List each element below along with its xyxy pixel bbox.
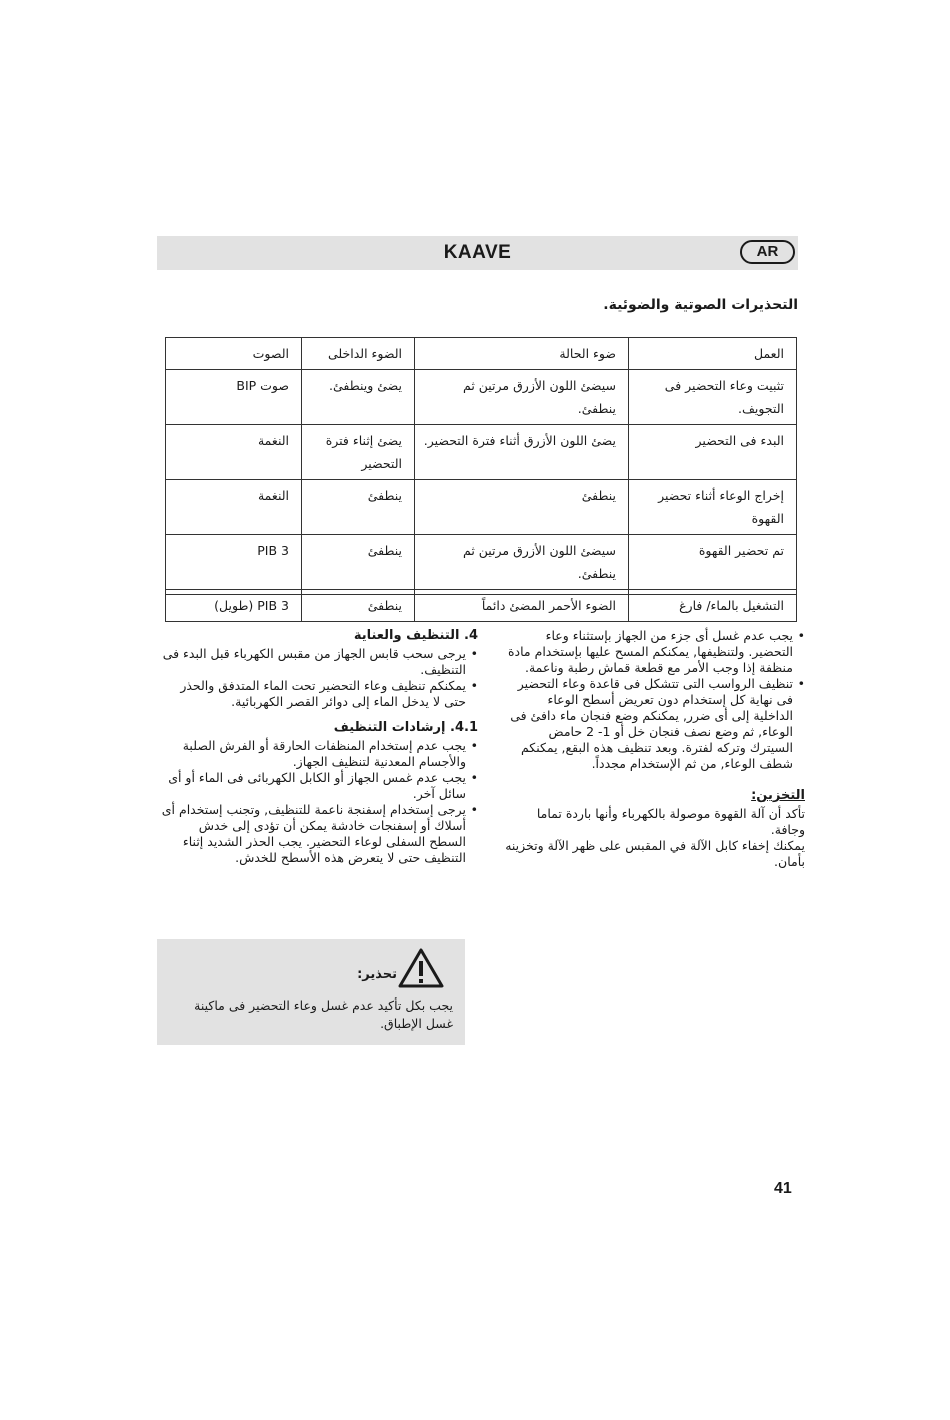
list-item: • يرجى إستخدام إسفنجة ناعمة للتنظيف, وتجنب إستخدام أى أسلاك أو إسفنجات خادشة يمكن أن تؤدى إلى خدش السطح السفلى لوعاء التحضير. يجب الحذر الشديد إثناء التنظيف حتى لا يتعرض هذه الأسطح للخدش. xyxy=(160,802,478,866)
table-row xyxy=(166,480,797,535)
storage-line: يمكنك إخفاء كابل الآلة في المقبس على ظهر الآلة وتخزينه بأمان. xyxy=(505,838,805,869)
table-cell: يضئ اللون الأزرق أثناء فترة التحضير. xyxy=(415,425,629,480)
care-heading: 4. التنظيف والعناية xyxy=(353,628,478,643)
warning-title: تحذير: xyxy=(357,967,397,982)
list-item: • يجب عدم غمس الجهاز أو الكابل الكهربائى فى الماء أو أى سائل آخر. xyxy=(160,770,478,802)
table-header-row xyxy=(166,338,797,370)
left-column xyxy=(160,628,478,866)
signals-table xyxy=(165,337,797,622)
table-cell: النغمة xyxy=(166,425,302,480)
table-cell: ينطفئ xyxy=(302,590,415,622)
list-item: • يجب عدم غسل أى جزء من الجهاز بإستثناء وعاء التحضير. ولتنظيفها, يمكنكم المسح عليها بإستخدام مادة منظفة إذا وجب الأمر مع قطعة قماش رطبة وناعمة. xyxy=(505,628,805,676)
table-header-cell: العمل xyxy=(629,338,797,370)
warning-text: يجب بكل تأكيد عدم غسل وعاء التحضير فى ماكينة غسل الإطباق. xyxy=(194,998,453,1031)
table-cell: ينطفئ xyxy=(415,480,629,535)
list-item: • تنظيف الرواسب التى تتشكل فى قاعدة وعاء التحضير فى نهاية كل إستخدام دون تعريض أسطح الوعاء الداخلية إلى أى ضرر, يمكنكم وضع فنجان ماء دافئ فى الوعاء, ثم وضع نصف فنجان خل أو 1- 2 حامض السيترك وتركه لفترة. وبعد تنظيف هذه البقع, يمكنكم شطف الوعاء, من ثم الإستخدام مجدداً. xyxy=(505,676,805,772)
list-item: • يرجى سحب قابس الجهاز من مقبس الكهرباء قبل البدء فى التنظيف. xyxy=(160,646,478,678)
section-divider xyxy=(165,594,797,595)
warning-box xyxy=(157,939,465,1045)
right-column xyxy=(505,628,805,870)
instructions-list xyxy=(160,738,478,866)
table-cell: إخراج الوعاء أثناء تحضير القهوة xyxy=(629,480,797,535)
storage-line: تأكد أن آلة القهوة موصولة بالكهرباء وأنها باردة تماما وجافة. xyxy=(536,806,805,837)
table-cell: PIB 3 (طويل) xyxy=(166,590,302,622)
table-cell: يضئ إثناء فترة التحضير xyxy=(302,425,415,480)
header-bar xyxy=(157,236,798,270)
storage-heading: التخزين: xyxy=(751,788,805,803)
table-cell: تم تحضير القهوة xyxy=(629,535,797,590)
cleaning-notes-list xyxy=(505,628,805,772)
table-cell: البدء فى التحضير xyxy=(629,425,797,480)
table-cell: ينطفئ xyxy=(302,480,415,535)
table-cell: النغمة xyxy=(166,480,302,535)
instructions-heading: 4.1. إرشادات التنظيف xyxy=(333,720,478,735)
table-header-cell: الضوء الداخلى xyxy=(302,338,415,370)
page-number: 41 xyxy=(774,1180,792,1197)
table-cell: ينطفئ xyxy=(302,535,415,590)
list-item: • يمكنكم تنظيف وعاء التحضير تحت الماء المتدفق والحذر حتى لا يدخل الماء إلى دوائر القصر الكهربائية. xyxy=(160,678,478,710)
list-item: • يجب عدم إستخدام المنظفات الحارقة أو الفرش الصلبة والأجسام المعدنية لتنظيف الجهاز. xyxy=(160,738,478,770)
care-list xyxy=(160,646,478,710)
table-cell: التشغيل بالماء/ فارغ xyxy=(629,590,797,622)
table-row xyxy=(166,535,797,590)
warning-icon xyxy=(397,947,445,989)
table-cell: PIB 3 xyxy=(166,535,302,590)
brand-title: KAAVE xyxy=(443,242,512,263)
table-cell: سيضئ اللون الأزرق مرتين ثم ينطفئ. xyxy=(415,535,629,590)
table-cell: صوت BIP xyxy=(166,370,302,425)
table-header-cell: ضوء الحالة xyxy=(415,338,629,370)
table-row xyxy=(166,370,797,425)
table-cell: تثبيت وعاء التحضير فى التجويف. xyxy=(629,370,797,425)
table-row xyxy=(166,425,797,480)
section-title: التحذيرات الصوتية والضوئية. xyxy=(603,297,798,313)
language-badge: AR xyxy=(740,240,795,264)
table-cell: سيضئ اللون الأزرق مرتين ثم ينطفئ. xyxy=(415,370,629,425)
table-cell: يضئ وينطفئ. xyxy=(302,370,415,425)
table-header-cell: الصوت xyxy=(166,338,302,370)
table-cell: الضوء الأحمر المضئ دائماً xyxy=(415,590,629,622)
